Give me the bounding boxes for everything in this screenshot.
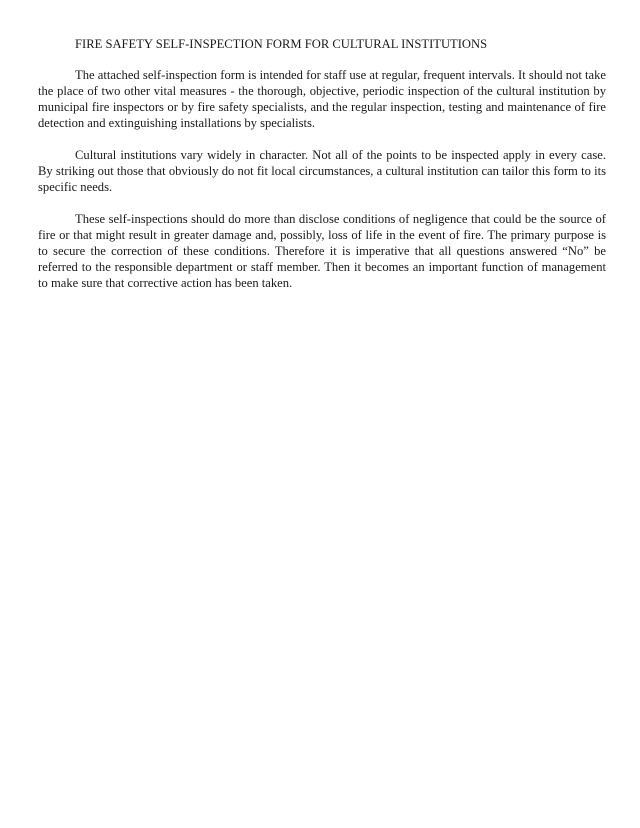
document-title: FIRE SAFETY SELF-INSPECTION FORM FOR CULTURAL INSTITUTIONS (75, 37, 488, 51)
intro-paragraph: The attached self-inspection form is intended for staff use at regular, frequent intervals. It should not take the place of two other vital measures - the thorough, objective, periodic inspection of the cultural institution by municipal fire inspectors or by fire safety specialists, and the regular inspection, testing and maintenance of fire detection and extinguishing installations by specialists. (38, 68, 606, 130)
purpose-paragraph: These self-inspections should do more than disclose conditions of negligence that could be the source of fire or that might result in greater damage and, possibly, loss of life in the event of fire. The primary purpose is to secure the correction of these conditions. Therefore it is imperative that all questions answered “No” be referred to the responsible department or staff member. Then it becomes an important function of management to make sure that corrective action has been taken. (38, 212, 606, 290)
applicability-paragraph: Cultural institutions vary widely in character. Not all of the points to be inspected apply in every case. By striking out those that obviously do not fit local circumstances, a cultural institution can tailor this form to its specific needs. (38, 148, 606, 194)
document-page (38, 36, 606, 307)
